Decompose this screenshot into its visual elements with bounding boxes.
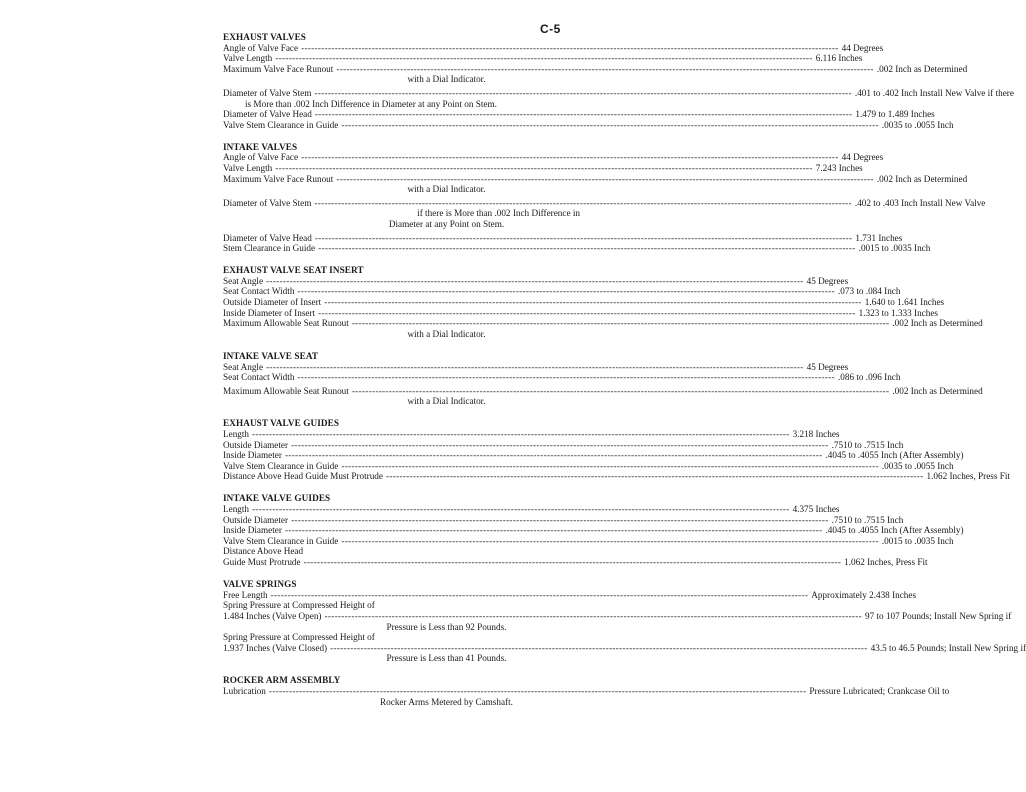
spec-label: Distance Above Head xyxy=(223,546,304,557)
spec-value: 1.731 Inches xyxy=(855,232,903,243)
dot-leader: ---------------------------------------------------------------------------------------------------------------------------------------------------------------- xyxy=(341,460,879,471)
spec-label: Diameter of Valve Head xyxy=(223,232,312,243)
spec-continuation: is More than .002 Inch Difference in Diameter at any Point on Stem. xyxy=(245,98,497,109)
spec-row xyxy=(223,514,904,526)
spec-row xyxy=(223,610,1012,622)
spec-label: Spring Pressure at Compressed Height of xyxy=(223,600,375,611)
spec-value: .0035 to .0055 Inch xyxy=(881,119,954,130)
dot-leader: ---------------------------------------------------------------------------------------------------------------------------------------------------------------- xyxy=(314,232,853,243)
spec-value: .7510 to .7515 Inch xyxy=(831,514,904,525)
spec-row xyxy=(223,429,840,440)
spec-label: Seat Angle xyxy=(223,275,264,286)
spec-section xyxy=(223,493,964,568)
spec-row xyxy=(223,63,968,75)
spec-label: Angle of Valve Face xyxy=(223,42,299,53)
dot-leader: ---------------------------------------------------------------------------------------------------------------------------------------------------------------- xyxy=(252,429,790,439)
spec-value: 3.218 Inches xyxy=(792,429,840,439)
spec-value: .0015 to .0035 Inch xyxy=(881,535,954,546)
section-heading: INTAKE VALVE GUIDES xyxy=(223,493,331,504)
spec-continuation: with a Dial Indicator. xyxy=(407,328,486,339)
dot-leader: ---------------------------------------------------------------------------------------------------------------------------------------------------------------- xyxy=(284,450,823,461)
spec-value: 1.640 to 1.641 Inches xyxy=(864,297,945,308)
spec-value: .002 Inch as Determined xyxy=(892,318,983,329)
spec-row xyxy=(223,53,863,64)
spec-label: Spring Pressure at Compressed Height of xyxy=(223,632,375,643)
spec-value: 1.062 Inches, Press Fit xyxy=(844,557,928,568)
spec-continuation: with a Dial Indicator. xyxy=(407,396,486,407)
dot-leader: ---------------------------------------------------------------------------------------------------------------------------------------------------------------- xyxy=(336,63,874,74)
spec-label: 1.484 Inches (Valve Open) xyxy=(223,610,322,621)
spec-row xyxy=(223,109,935,120)
dot-leader: ---------------------------------------------------------------------------------------------------------------------------------------------------------------- xyxy=(297,372,835,383)
spec-continuation: Rocker Arms Metered by Camshaft. xyxy=(380,696,513,707)
spec-label: Maximum Valve Face Runout xyxy=(223,63,334,74)
section-heading: INTAKE VALVE SEAT xyxy=(223,350,319,361)
spec-continuation: Pressure is Less than 92 Pounds. xyxy=(386,621,507,632)
spec-label: Seat Angle xyxy=(223,361,264,372)
spec-label: Distance Above Head Guide Must Protrude xyxy=(223,471,383,482)
spec-label: Maximum Allowable Seat Runout xyxy=(223,385,349,396)
dot-leader: ---------------------------------------------------------------------------------------------------------------------------------------------------------------- xyxy=(351,385,890,396)
section-heading: EXHAUST VALVES xyxy=(223,32,307,42)
dot-leader: ---------------------------------------------------------------------------------------------------------------------------------------------------------------- xyxy=(336,173,874,184)
spec-value: .0015 to .0035 Inch xyxy=(858,243,931,254)
dot-leader: ---------------------------------------------------------------------------------------------------------------------------------------------------------------- xyxy=(324,610,863,621)
dot-leader: ---------------------------------------------------------------------------------------------------------------------------------------------------------------- xyxy=(318,307,856,318)
spec-value: 4.375 Inches xyxy=(792,504,840,515)
dot-leader: ---------------------------------------------------------------------------------------------------------------------------------------------------------------- xyxy=(252,504,790,515)
spec-row xyxy=(223,385,983,397)
spec-value: .002 Inch as Determined xyxy=(876,173,968,184)
spec-row xyxy=(223,318,983,329)
spec-value: .0035 to .0055 Inch xyxy=(881,460,954,471)
spec-row xyxy=(223,119,954,131)
spec-row xyxy=(223,535,954,547)
spec-label: Length xyxy=(223,429,250,439)
spec-value: 43.5 to 46.5 Pounds; Install New Spring if xyxy=(870,642,1026,653)
spec-value: 1.323 to 1.333 Inches xyxy=(858,307,938,318)
spec-row xyxy=(223,372,901,383)
spec-label: Diameter of Valve Stem xyxy=(223,87,312,98)
dot-leader: ---------------------------------------------------------------------------------------------------------------------------------------------------------------- xyxy=(301,42,839,53)
spec-row xyxy=(223,173,968,185)
spec-section xyxy=(223,350,983,407)
page-number: C-5 xyxy=(540,22,561,36)
spec-value: 97 to 107 Pounds; Install New Spring if xyxy=(865,610,1012,621)
spec-label: Lubrication xyxy=(223,685,266,696)
dot-leader: ---------------------------------------------------------------------------------------------------------------------------------------------------------------- xyxy=(291,514,829,525)
section-heading: INTAKE VALVES xyxy=(223,141,298,152)
spec-value: .002 Inch as Determined xyxy=(892,385,983,396)
spec-label: Angle of Valve Face xyxy=(223,152,299,163)
spec-continuation: with a Dial Indicator. xyxy=(407,74,486,85)
dot-leader: ---------------------------------------------------------------------------------------------------------------------------------------------------------------- xyxy=(314,197,852,208)
spec-label: Inside Diameter xyxy=(223,450,282,461)
spec-row xyxy=(223,42,884,54)
spec-row xyxy=(223,450,964,461)
spec-value: .086 to .096 Inch xyxy=(837,372,901,383)
spec-section xyxy=(223,141,986,254)
spec-row xyxy=(223,557,928,568)
spec-value: 45 Degrees xyxy=(806,361,849,372)
spec-label: Free Length xyxy=(223,589,268,600)
spec-label: Guide Must Protrude xyxy=(223,557,301,568)
dot-leader: ---------------------------------------------------------------------------------------------------------------------------------------------------------------- xyxy=(291,439,829,450)
spec-row xyxy=(223,87,1014,99)
dot-leader: ---------------------------------------------------------------------------------------------------------------------------------------------------------------- xyxy=(301,152,839,163)
spec-value: .401 to .402 Inch Install New Valve if there xyxy=(854,87,1014,98)
spec-label: Length xyxy=(223,504,250,515)
spec-row xyxy=(223,297,945,308)
spec-row xyxy=(223,589,917,601)
spec-row xyxy=(223,232,903,244)
spec-row xyxy=(223,152,884,163)
section-heading: ROCKER ARM ASSEMBLY xyxy=(223,675,341,686)
spec-value: .073 to .084 Inch xyxy=(837,286,901,297)
dot-leader: ---------------------------------------------------------------------------------------------------------------------------------------------------------------- xyxy=(318,243,856,254)
spec-row xyxy=(223,361,849,373)
dot-leader: ---------------------------------------------------------------------------------------------------------------------------------------------------------------- xyxy=(266,275,804,286)
spec-value: 44 Degrees xyxy=(841,42,884,53)
dot-leader: ---------------------------------------------------------------------------------------------------------------------------------------------------------------- xyxy=(324,297,862,308)
spec-row xyxy=(223,642,1026,654)
spec-value: .002 Inch as Determined xyxy=(876,63,968,74)
spec-row xyxy=(223,471,1010,482)
spec-value: Approximately 2.438 Inches xyxy=(811,589,917,600)
specifications-list xyxy=(223,32,1026,719)
spec-row xyxy=(223,439,904,451)
spec-label: Valve Length xyxy=(223,163,273,174)
spec-row xyxy=(223,685,950,697)
dot-leader: ---------------------------------------------------------------------------------------------------------------------------------------------------------------- xyxy=(275,53,813,64)
spec-continuation: Diameter at any Point on Stem. xyxy=(388,219,505,229)
spec-row xyxy=(223,504,840,515)
spec-value: 1.062 Inches, Press Fit xyxy=(926,471,1010,482)
spec-label: Valve Length xyxy=(223,53,273,64)
spec-section xyxy=(223,32,1014,130)
dot-leader: ---------------------------------------------------------------------------------------------------------------------------------------------------------------- xyxy=(297,286,835,297)
spec-label: Maximum Allowable Seat Runout xyxy=(223,318,349,329)
spec-label: Outside Diameter xyxy=(223,439,289,450)
spec-value: .4045 to .4055 Inch (After Assembly) xyxy=(825,450,964,461)
dot-leader: ---------------------------------------------------------------------------------------------------------------------------------------------------------------- xyxy=(266,361,804,372)
spec-row xyxy=(223,307,938,319)
spec-value: .402 to .403 Inch Install New Valve xyxy=(854,197,986,208)
spec-value: 45 Degrees xyxy=(806,275,849,286)
dot-leader: ---------------------------------------------------------------------------------------------------------------------------------------------------------------- xyxy=(330,642,868,653)
dot-leader: ---------------------------------------------------------------------------------------------------------------------------------------------------------------- xyxy=(314,87,852,98)
spec-section xyxy=(223,579,1026,664)
spec-label: Valve Stem Clearance in Guide xyxy=(223,119,339,130)
dot-leader: ---------------------------------------------------------------------------------------------------------------------------------------------------------------- xyxy=(303,557,842,568)
spec-continuation: if there is More than .002 Inch Difference in xyxy=(417,208,580,219)
spec-label: Outside Diameter of Insert xyxy=(223,297,322,308)
dot-leader: ---------------------------------------------------------------------------------------------------------------------------------------------------------------- xyxy=(284,525,823,536)
section-heading: EXHAUST VALVE GUIDES xyxy=(223,418,340,429)
section-heading: VALVE SPRINGS xyxy=(223,579,297,590)
spec-label: Seat Contact Width xyxy=(223,372,295,383)
spec-value: 6.116 Inches xyxy=(815,53,863,64)
dot-leader: ---------------------------------------------------------------------------------------------------------------------------------------------------------------- xyxy=(270,589,809,600)
dot-leader: ---------------------------------------------------------------------------------------------------------------------------------------------------------------- xyxy=(351,318,890,329)
spec-value: Pressure Lubricated; Crankcase Oil to xyxy=(809,685,950,696)
dot-leader: ---------------------------------------------------------------------------------------------------------------------------------------------------------------- xyxy=(268,685,807,696)
spec-row xyxy=(223,525,964,536)
spec-row xyxy=(223,243,931,254)
spec-row xyxy=(223,163,863,174)
spec-row xyxy=(223,197,986,209)
spec-label: Valve Stem Clearance in Guide xyxy=(223,535,339,546)
spec-continuation: with a Dial Indicator. xyxy=(407,184,486,195)
spec-value: .4045 to .4055 Inch (After Assembly) xyxy=(825,525,964,536)
spec-label: Diameter of Valve Stem xyxy=(223,197,312,208)
spec-label: Maximum Valve Face Runout xyxy=(223,173,334,184)
dot-leader: ---------------------------------------------------------------------------------------------------------------------------------------------------------------- xyxy=(275,163,813,174)
spec-continuation: Pressure is Less than 41 Pounds. xyxy=(386,653,507,664)
spec-row xyxy=(223,286,901,297)
spec-value: 7.243 Inches xyxy=(815,163,863,174)
spec-value: .7510 to .7515 Inch xyxy=(831,439,904,450)
spec-label: Valve Stem Clearance in Guide xyxy=(223,460,339,471)
dot-leader: ---------------------------------------------------------------------------------------------------------------------------------------------------------------- xyxy=(314,109,853,120)
spec-section xyxy=(223,265,983,339)
spec-label: Stem Clearance in Guide xyxy=(223,243,316,254)
spec-label: Diameter of Valve Head xyxy=(223,109,312,120)
dot-leader: ---------------------------------------------------------------------------------------------------------------------------------------------------------------- xyxy=(385,471,924,482)
dot-leader: ---------------------------------------------------------------------------------------------------------------------------------------------------------------- xyxy=(341,119,879,130)
spec-label: Outside Diameter xyxy=(223,514,289,525)
spec-row xyxy=(223,460,954,472)
spec-section xyxy=(223,418,1010,482)
spec-value: 1.479 to 1.489 Inches xyxy=(855,109,935,120)
spec-section xyxy=(223,675,950,707)
spec-row xyxy=(223,275,849,287)
spec-label: Inside Diameter of Insert xyxy=(223,307,316,318)
section-heading: EXHAUST VALVE SEAT INSERT xyxy=(223,265,364,276)
dot-leader: ---------------------------------------------------------------------------------------------------------------------------------------------------------------- xyxy=(341,535,879,546)
spec-label: 1.937 Inches (Valve Closed) xyxy=(223,642,328,653)
spec-value: 44 Degrees xyxy=(841,152,884,163)
spec-label: Inside Diameter xyxy=(223,525,282,536)
spec-label: Seat Contact Width xyxy=(223,286,295,297)
